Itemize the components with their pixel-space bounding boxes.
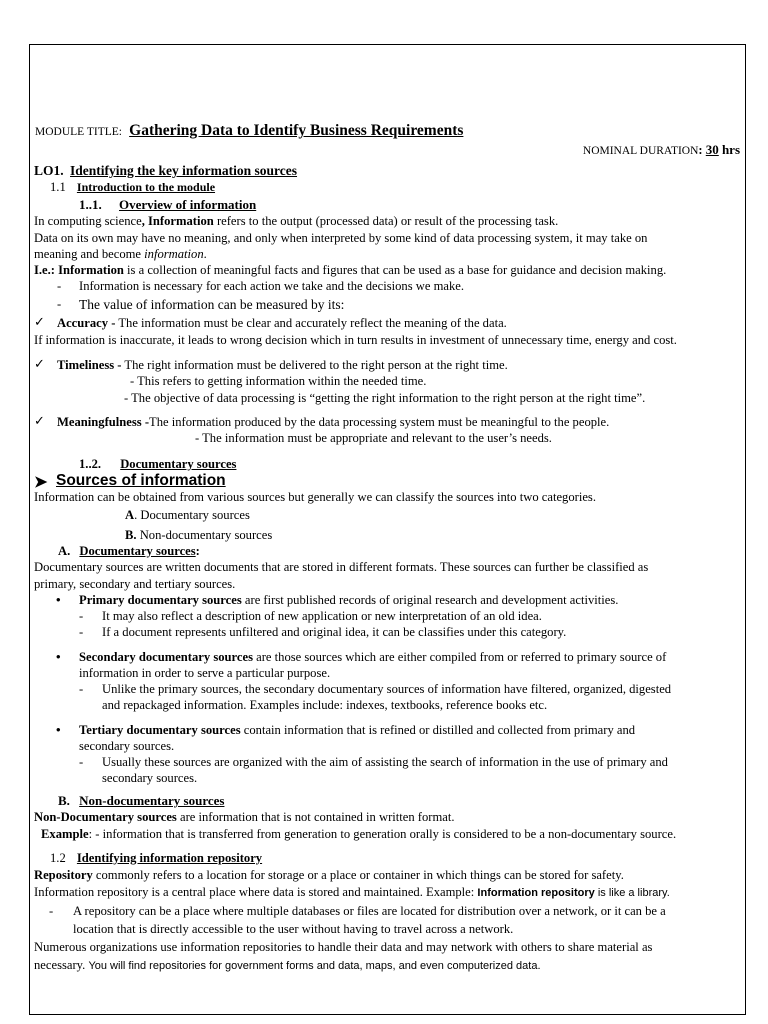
sources-heading: Sources of information (56, 472, 226, 489)
repository-bullet-1: A repository can be a place where multiple databases or files are located for distribution over a network, or it can be a (73, 904, 666, 918)
meaningfulness-sub-1: - The information must be appropriate and relevant to the user’s needs. (195, 431, 552, 445)
tertiary-line (79, 723, 635, 738)
tertiary-line-2: secondary sources. (79, 739, 175, 753)
section-1-1-2-title: Documentary sources (120, 457, 237, 471)
dash-marker: - (79, 755, 84, 769)
repository-p2-end: is like a library. (594, 887, 670, 899)
duration-unit: hrs (721, 142, 740, 157)
overview-p4-b: is a collection of meaningful facts and figures that can be used as a base for guidance and decision making. (123, 263, 667, 277)
overview-p1-a: In computing science (34, 214, 142, 228)
repository-p2-a: Information repository is a central place where data is stored and maintained. Example: (34, 885, 478, 899)
section-1-1-1-title: Overview of information (119, 197, 257, 212)
accuracy-text: The information must be clear and accurately reflect the meaning of the data. (115, 316, 507, 330)
meaningfulness-text: The information produced by the data processing system must be meaningful to the people. (149, 415, 610, 429)
accuracy-extra: If information is inaccurate, it leads to wrong decision which in turn results in investment of unnecessary time, energy and cost. (34, 333, 677, 347)
accuracy-line (57, 316, 507, 331)
documentary-title: Documentary sources (79, 544, 196, 558)
meaningfulness-line (57, 415, 609, 430)
section-1-2-title: Identifying information repository (76, 851, 263, 865)
accuracy-term: Accuracy - (57, 316, 116, 330)
timeliness-line (57, 358, 508, 373)
category-a-letter: A (125, 508, 135, 522)
arrow-bullet-icon: ➤ (34, 474, 48, 491)
module-title: Gathering Data to Identify Business Requirements (129, 122, 464, 139)
repository-p4-a: necessary. (34, 958, 89, 972)
dash-marker: - (49, 904, 54, 918)
dash-marker: - (57, 279, 62, 293)
overview-p3-a: meaning and become (34, 247, 145, 261)
primary-sub-2: If a document represents unfiltered and original idea, it can be classifies under this category. (102, 625, 567, 639)
category-b-text: Non-documentary sources (136, 528, 273, 542)
repository-p3: Numerous organizations use information repositories to handle their data and may network with others to share material as (34, 940, 653, 954)
overview-p1-b: , Information (141, 214, 214, 228)
dash-marker: - (79, 682, 84, 696)
dash-marker: - (79, 609, 84, 623)
section-1-2-number: 1.2 (50, 851, 66, 865)
lo1-title: Identifying the key information sources (70, 163, 298, 178)
section-1-1-2-heading (79, 457, 236, 472)
non-documentary-title: Non-documentary sources (79, 793, 225, 808)
secondary-text: are those sources which are either compiled from or referred to primary source of (252, 650, 667, 664)
category-a-text: . Documentary sources (134, 508, 250, 522)
bullet-dot-icon: • (56, 592, 61, 607)
timeliness-term: Timeliness - (57, 358, 122, 372)
overview-p4 (34, 263, 666, 278)
primary-sub-1: It may also reflect a description of new application or new interpretation of an old idea. (102, 609, 542, 623)
secondary-line-2: information in order to serve a particular purpose. (79, 666, 331, 680)
section-1-2-heading (50, 851, 262, 866)
category-b-letter: B. (125, 528, 137, 542)
overview-p1 (34, 214, 558, 229)
repository-term: Repository (34, 868, 93, 882)
section-1-1-number: 1.1 (50, 180, 66, 194)
secondary-line (79, 650, 666, 665)
non-documentary-term: Non-Documentary sources (34, 810, 177, 824)
secondary-term: Secondary documentary sources (79, 650, 253, 664)
section-1-1-2-number: 1..2. (79, 457, 102, 471)
secondary-sub-1: Unlike the primary sources, the secondary documentary sources of information have filtered, organized, digested (102, 682, 672, 696)
dash-marker: - (79, 625, 84, 639)
section-1-1-title: Introduction to the module (76, 180, 216, 194)
non-documentary-example (41, 827, 676, 842)
overview-bullet-1: Information is necessary for each action we take and the decisions we make. (79, 279, 465, 293)
non-documentary-marker: B. (58, 793, 70, 808)
bullet-dot-icon: • (56, 722, 61, 737)
checkmark-icon: ✓ (34, 314, 45, 329)
non-documentary-text: are information that is not contained in written format. (176, 810, 455, 824)
lo1-number: LO1. (34, 163, 64, 178)
repository-bullet-1b: location that is directly accessible to the user without having to travel across a network. (73, 922, 514, 936)
bullet-dot-icon: • (56, 649, 61, 664)
repository-p4-b: You will find repositories for government forms and data, maps, and even computerized data. (88, 960, 541, 972)
duration-value: 30 (705, 142, 719, 157)
overview-bullet-2: The value of information can be measured by its: (79, 297, 345, 312)
overview-p2: Data on its own may have no meaning, and only when interpreted by some kind of data processing system, it may take on (34, 231, 648, 245)
duration-colon: : (698, 143, 703, 157)
overview-p3 (34, 247, 207, 262)
dash-marker: - (57, 297, 62, 311)
overview-p3-b: information (144, 247, 204, 261)
duration-label: NOMINAL DURATION (582, 145, 699, 157)
tertiary-sub-1: Usually these sources are organized with the aim of assisting the search of information in the use of primary and (102, 755, 668, 769)
overview-p1-c: refers to the output (processed data) or result of the processing task. (213, 214, 559, 228)
non-documentary-heading (58, 793, 224, 808)
lo1-heading (34, 163, 297, 178)
repository-def (34, 868, 624, 883)
primary-term: Primary documentary sources (79, 593, 242, 607)
documentary-heading (58, 544, 200, 559)
documentary-colon: : (195, 544, 200, 558)
duration-line (583, 142, 740, 159)
section-1-1-1-number: 1..1. (79, 197, 102, 212)
sources-category-b (125, 528, 272, 543)
sources-category-a (125, 508, 250, 523)
section-1-1-1-heading (79, 197, 256, 212)
non-documentary-def (34, 810, 455, 825)
example-term: Example (41, 827, 89, 841)
sources-intro: Information can be obtained from various sources but generally we can classify the sources into two categories. (34, 490, 596, 504)
module-label: MODULE TITLE: (35, 126, 122, 138)
timeliness-sub-2: - The objective of data processing is “getting the right information to the right person at the right time”. (124, 391, 646, 405)
overview-p4-a: I.e.: Information (34, 263, 124, 277)
module-title-line (35, 123, 463, 140)
tertiary-term: Tertiary documentary sources (79, 723, 241, 737)
documentary-p2: primary, secondary and tertiary sources. (34, 577, 236, 591)
repository-text: commonly refers to a location for storage or a place or container in which things can be stored for safety. (92, 868, 624, 882)
timeliness-sub-1: - This refers to getting information within the needed time. (130, 374, 427, 388)
checkmark-icon: ✓ (34, 413, 45, 428)
repository-p4 (34, 958, 541, 974)
documentary-p1: Documentary sources are written documents that are stored in different formats. These sources can further be classified as (34, 560, 649, 574)
secondary-sub-1b: and repackaged information. Examples include: indexes, textbooks, reference books etc. (102, 698, 548, 712)
overview-p3-c: . (203, 247, 207, 261)
repository-p2-term: Information repository (477, 887, 595, 899)
meaningfulness-term: Meaningfulness - (57, 415, 150, 429)
primary-line (79, 593, 618, 608)
checkmark-icon: ✓ (34, 356, 45, 371)
primary-text: are first published records of original research and development activities. (241, 593, 619, 607)
tertiary-sub-1b: secondary sources. (102, 771, 198, 785)
documentary-marker: A. (58, 544, 71, 558)
repository-p2 (34, 885, 670, 901)
timeliness-text: The right information must be delivered to the right person at the right time. (121, 358, 508, 372)
tertiary-text: contain information that is refined or distilled and collected from primary and (240, 723, 636, 737)
example-text: : - information that is transferred from generation to generation orally is considered to be a non-documentary source. (88, 827, 677, 841)
section-1-1-heading (50, 180, 215, 195)
